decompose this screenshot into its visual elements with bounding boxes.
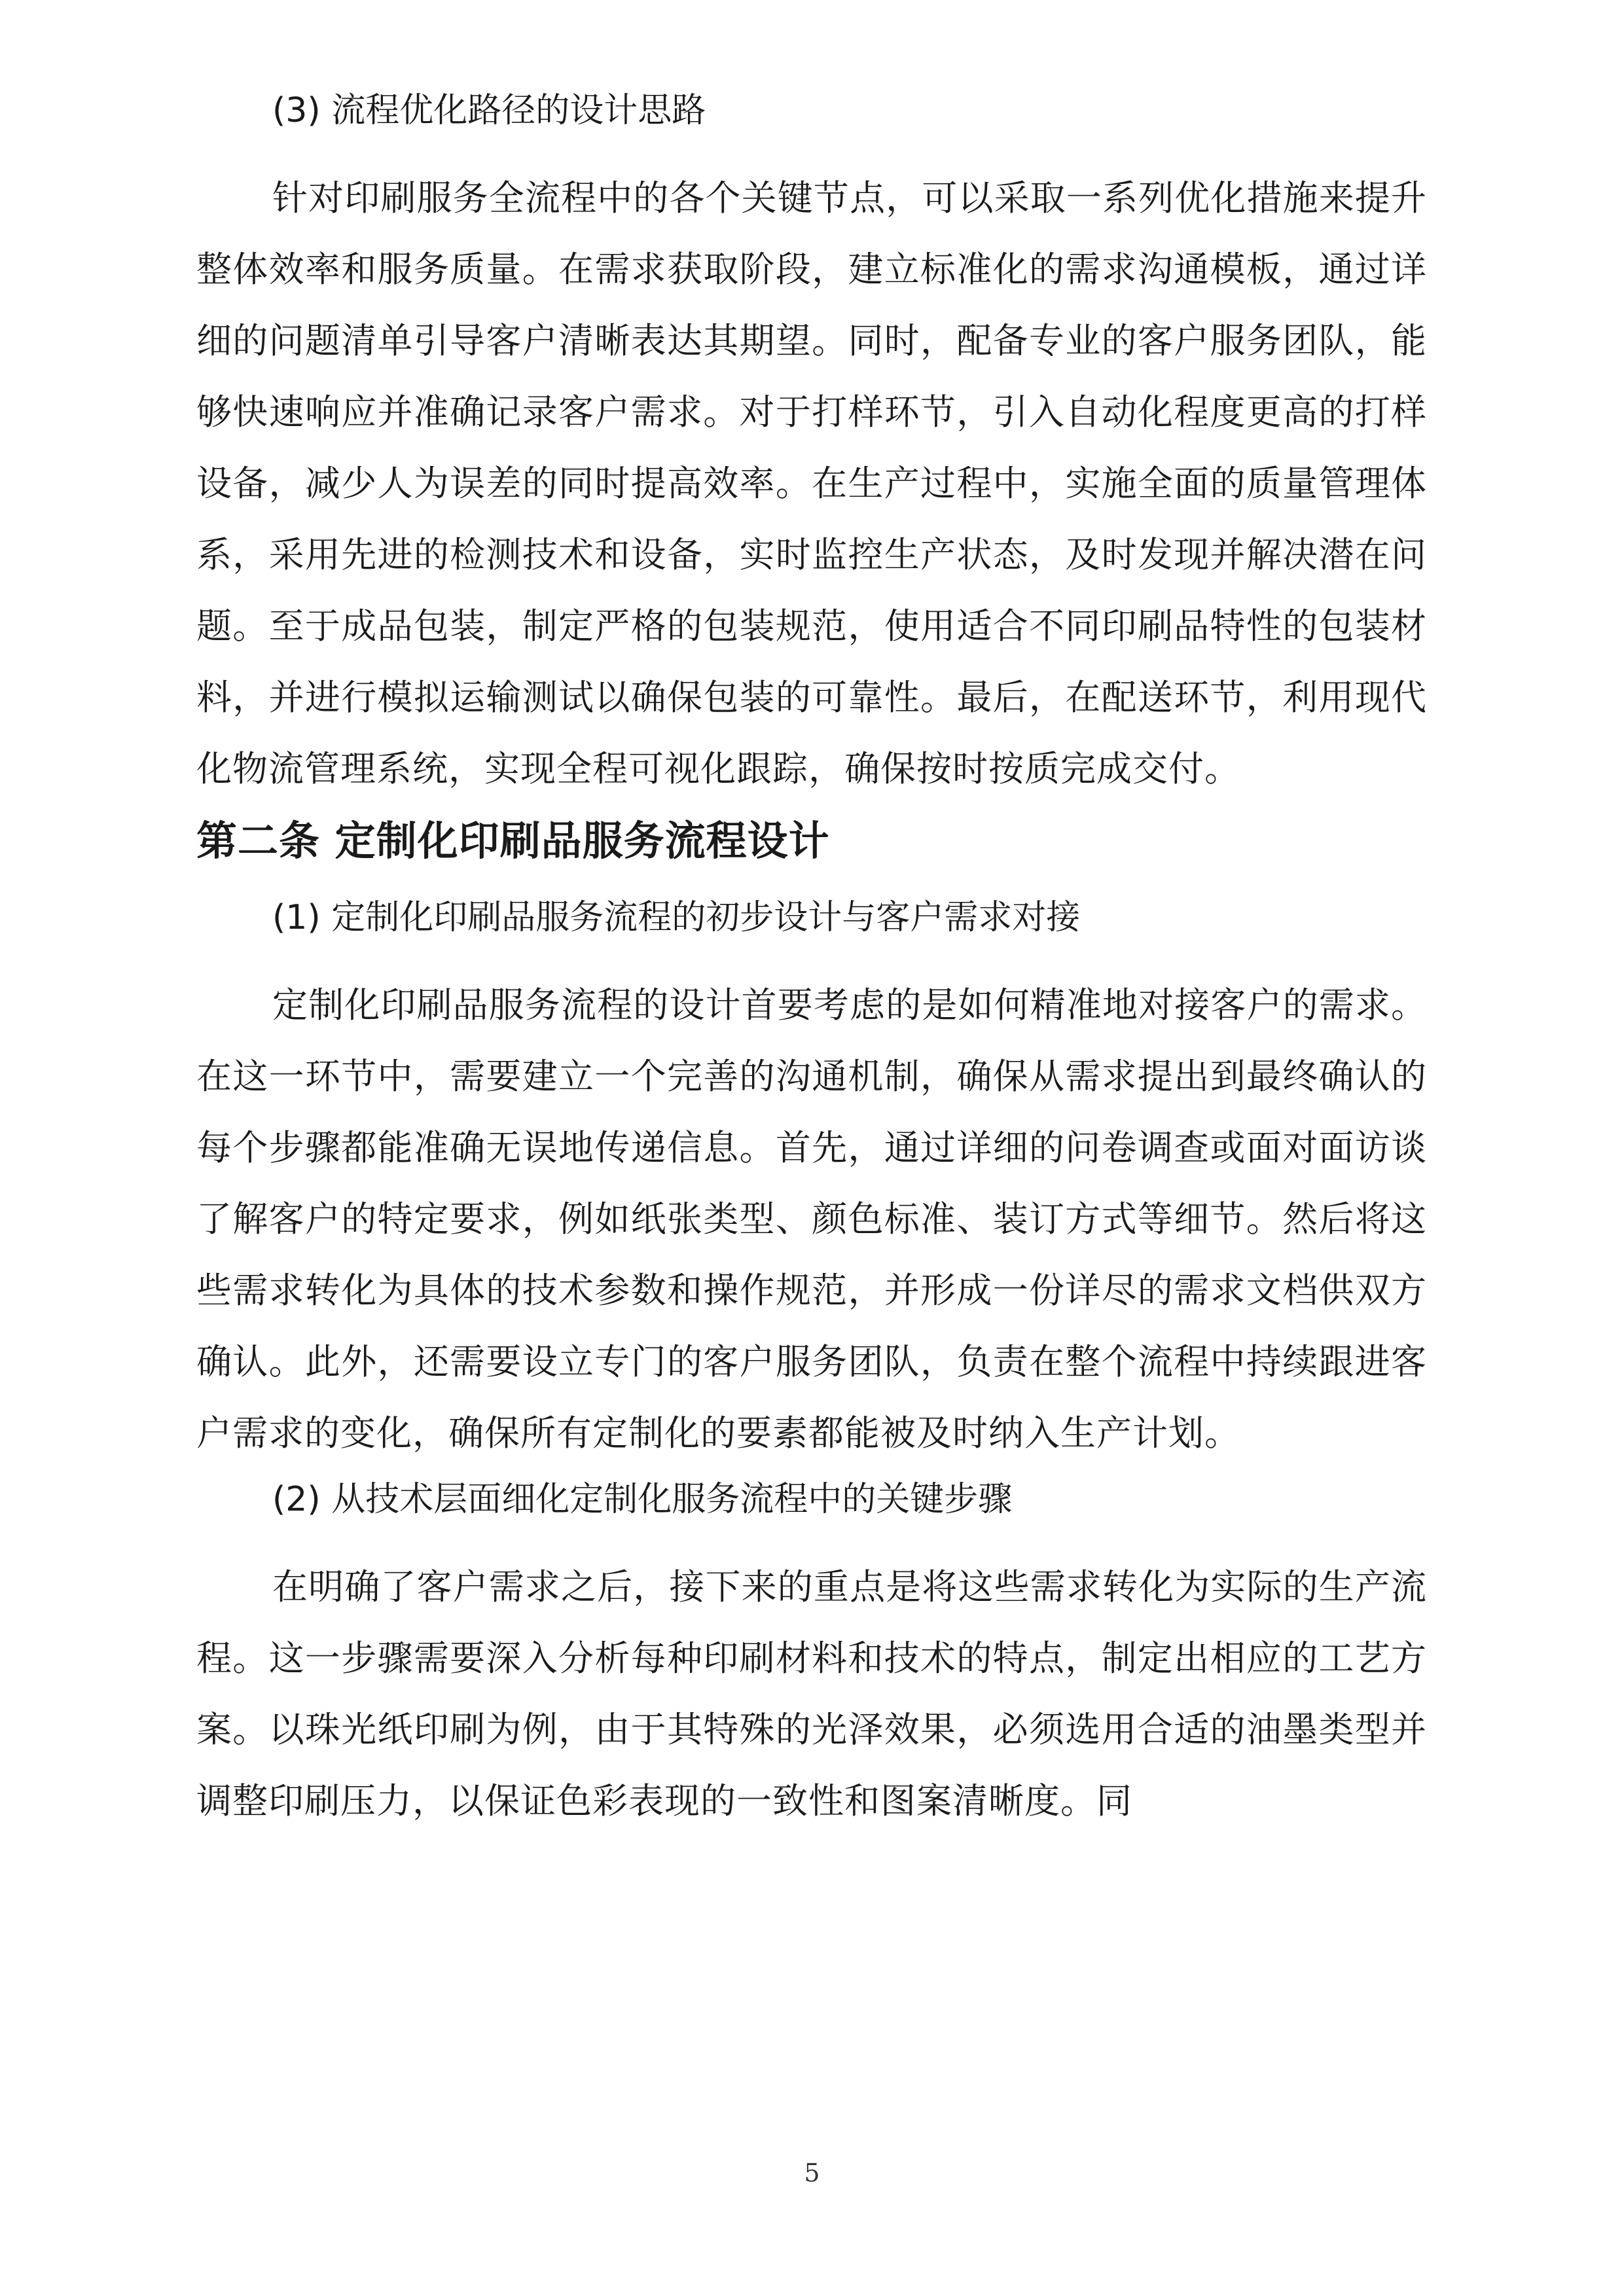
article-2-sub-2-subheading: (2) 从技术层面细化定制化服务流程中的关键步骤 bbox=[272, 1480, 1013, 1519]
article-2-sub-2-paragraph: 在明确了客户需求之后，接下来的重点是将这些需求转化为实际的生产流程。这一步骤需要深入分析每种印刷材料和技术的特点，制定出相应的工艺方案。以珠光纸印刷为例，由于其特殊的光泽效果，必须选用合适的油墨类型并调整印刷压力，以保证色彩表现的一致性和图案清晰度。同 bbox=[196, 1566, 1427, 1821]
article-2-heading: 第二条 定制化印刷品服务流程设计 bbox=[196, 817, 830, 865]
article-2-sub-1-subheading: (1) 定制化印刷品服务流程的初步设计与客户需求对接 bbox=[272, 898, 1081, 937]
section-3-paragraph: 针对印刷服务全流程中的各个关键节点，可以采取一系列优化措施来提升整体效率和服务质量。在需求获取阶段，建立标准化的需求沟通模板，通过详细的问题清单引导客户清晰表达其期望。同时，配备专业的客户服务团队，能够快速响应并准确记录客户需求。对于打样环节，引入自动化程度更高的打样设备，减少人为误差的同时提高效率。在生产过程中，实施全面的质量管理体系，采用先进的检测技术和设备，实时监控生产状态，及时发现并解决潜在问题。至于成品包装，制定严格的包装规范，使用适合不同印刷品特性的包装材料，并进行模拟运输测试以确保包装的可靠性。最后，在配送环节，利用现代化物流管理系统，实现全程可视化跟踪，确保按时按质完成交付。 bbox=[196, 177, 1427, 789]
section-3-subheading: (3) 流程优化路径的设计思路 bbox=[272, 91, 706, 130]
article-2-sub-1-paragraph: 定制化印刷品服务流程的设计首要考虑的是如何精准地对接客户的需求。在这一环节中，需要建立一个完善的沟通机制，确保从需求提出到最终确认的每个步骤都能准确无误地传递信息。首先，通过详细的问卷调查或面对面访谈了解客户的特定要求，例如纸张类型、颜色标准、装订方式等细节。然后将这些需求转化为具体的技术参数和操作规范，并形成一份详尽的需求文档供双方确认。此外，还需要设立专门的客户服务团队，负责在整个流程中持续跟进客户需求的变化，确保所有定制化的要素都能被及时纳入生产计划。 bbox=[196, 984, 1427, 1454]
page-number: 5 bbox=[804, 2159, 820, 2187]
document-page bbox=[196, 85, 1427, 1842]
